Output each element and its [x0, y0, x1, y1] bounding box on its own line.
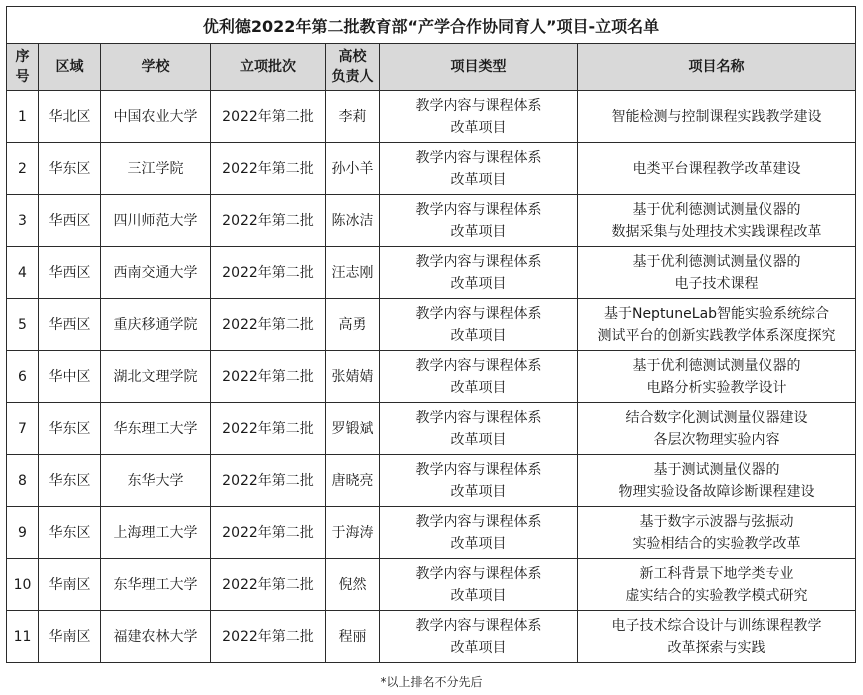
- cell-leader: 程丽: [326, 611, 380, 663]
- cell-leader: 张婧婧: [326, 351, 380, 403]
- cell-name-line: 数据采集与处理技术实践课程改革: [611, 223, 822, 240]
- cell-name: [578, 351, 856, 403]
- cell-type-line: 改革项目: [450, 223, 507, 240]
- cell-batch: 2022年第二批: [211, 299, 326, 351]
- cell-leader: 罗锻斌: [326, 403, 380, 455]
- cell-region: 华东区: [39, 455, 101, 507]
- cell-name-line: 虚实结合的实验教学模式研究: [625, 587, 808, 604]
- cell-region: 华西区: [39, 247, 101, 299]
- cell-type-line: 改革项目: [450, 379, 507, 396]
- cell-type-line: 改革项目: [450, 483, 507, 500]
- cell-region: 华西区: [39, 195, 101, 247]
- cell-name: [578, 195, 856, 247]
- cell-no: 10: [7, 559, 39, 611]
- cell-school: 中国农业大学: [101, 91, 211, 143]
- cell-no: 3: [7, 195, 39, 247]
- header-school: 学校: [101, 44, 211, 91]
- footnote: *以上排名不分先后: [380, 675, 483, 689]
- header-batch: 立项批次: [211, 44, 326, 91]
- cell-type-line: 教学内容与课程体系: [415, 461, 542, 478]
- cell-type: [380, 611, 578, 663]
- cell-school: 湖北文理学院: [101, 351, 211, 403]
- header-no: [7, 44, 39, 91]
- table-row: [7, 455, 856, 507]
- cell-no: 7: [7, 403, 39, 455]
- cell-name: [578, 611, 856, 663]
- cell-name: [578, 403, 856, 455]
- table-row: [7, 195, 856, 247]
- table-row: [7, 351, 856, 403]
- project-list-document: [6, 6, 855, 663]
- cell-batch: 2022年第二批: [211, 143, 326, 195]
- cell-type: [380, 247, 578, 299]
- cell-name-line: 基于数字示波器与弦振动: [639, 513, 794, 530]
- cell-leader: 唐晓亮: [326, 455, 380, 507]
- cell-leader: 于海涛: [326, 507, 380, 559]
- cell-type-line: 教学内容与课程体系: [415, 305, 542, 322]
- cell-school: 福建农林大学: [101, 611, 211, 663]
- cell-type-line: 教学内容与课程体系: [415, 409, 542, 426]
- cell-name-line: 基于优利德测试测量仪器的: [632, 253, 801, 270]
- cell-school: 西南交通大学: [101, 247, 211, 299]
- cell-name: [578, 559, 856, 611]
- header-no-line1: 序: [15, 49, 30, 65]
- cell-name-line: 各层次物理实验内容: [653, 431, 780, 448]
- cell-name-line: 电类平台课程教学改革建设: [632, 160, 801, 177]
- cell-no: 4: [7, 247, 39, 299]
- header-region: 区域: [39, 44, 101, 91]
- cell-batch: 2022年第二批: [211, 247, 326, 299]
- cell-batch: 2022年第二批: [211, 195, 326, 247]
- cell-type: [380, 455, 578, 507]
- table-row: [7, 91, 856, 143]
- cell-name-line: 实验相结合的实验教学改革: [632, 535, 801, 552]
- cell-no: 6: [7, 351, 39, 403]
- cell-batch: 2022年第二批: [211, 559, 326, 611]
- table-header-row: [7, 44, 856, 91]
- cell-batch: 2022年第二批: [211, 507, 326, 559]
- cell-name: [578, 299, 856, 351]
- cell-name-line: 电子技术课程: [674, 275, 759, 292]
- cell-type-line: 改革项目: [450, 587, 507, 604]
- cell-no: 8: [7, 455, 39, 507]
- cell-region: 华北区: [39, 91, 101, 143]
- cell-name-line: 智能检测与控制课程实践教学建设: [611, 108, 822, 125]
- cell-type: [380, 143, 578, 195]
- cell-school: 东华大学: [101, 455, 211, 507]
- cell-region: 华中区: [39, 351, 101, 403]
- cell-no: 5: [7, 299, 39, 351]
- cell-type-line: 改革项目: [450, 535, 507, 552]
- cell-region: 华东区: [39, 507, 101, 559]
- cell-school: 四川师范大学: [101, 195, 211, 247]
- cell-type: [380, 559, 578, 611]
- cell-school: 重庆移通学院: [101, 299, 211, 351]
- table-row: [7, 247, 856, 299]
- cell-leader: 李莉: [326, 91, 380, 143]
- project-table: [6, 6, 856, 663]
- cell-name: [578, 507, 856, 559]
- cell-batch: 2022年第二批: [211, 611, 326, 663]
- page-title: 优利德2022年第二批教育部“产学合作协同育人”项目-立项名单: [7, 7, 856, 44]
- cell-region: 华南区: [39, 559, 101, 611]
- cell-school: 华东理工大学: [101, 403, 211, 455]
- table-row: [7, 403, 856, 455]
- cell-leader: 孙小羊: [326, 143, 380, 195]
- cell-school: 三江学院: [101, 143, 211, 195]
- cell-school: 东华理工大学: [101, 559, 211, 611]
- cell-name-line: 结合数字化测试测量仪器建设: [625, 409, 808, 426]
- cell-type-line: 教学内容与课程体系: [415, 253, 542, 270]
- header-leader: [326, 44, 380, 91]
- cell-region: 华东区: [39, 143, 101, 195]
- cell-type-line: 教学内容与课程体系: [415, 149, 542, 166]
- cell-name-line: 基于优利德测试测量仪器的: [632, 201, 801, 218]
- cell-type-line: 教学内容与课程体系: [415, 565, 542, 582]
- cell-name-line: 测试平台的创新实践教学体系深度探究: [597, 327, 836, 344]
- cell-type: [380, 195, 578, 247]
- cell-name-line: 电子技术综合设计与训练课程教学: [611, 617, 822, 634]
- table-row: [7, 143, 856, 195]
- cell-batch: 2022年第二批: [211, 351, 326, 403]
- cell-name-line: 新工科背景下地学类专业: [639, 565, 794, 582]
- cell-type-line: 改革项目: [450, 639, 507, 656]
- table-row: [7, 611, 856, 663]
- cell-region: 华西区: [39, 299, 101, 351]
- cell-region: 华东区: [39, 403, 101, 455]
- cell-type-line: 改革项目: [450, 327, 507, 344]
- cell-type-line: 教学内容与课程体系: [415, 97, 542, 114]
- cell-type-line: 改革项目: [450, 431, 507, 448]
- header-type: 项目类型: [380, 44, 578, 91]
- header-name: 项目名称: [578, 44, 856, 91]
- cell-type: [380, 507, 578, 559]
- cell-no: 1: [7, 91, 39, 143]
- cell-type-line: 教学内容与课程体系: [415, 357, 542, 374]
- cell-type-line: 教学内容与课程体系: [415, 513, 542, 530]
- cell-type: [380, 403, 578, 455]
- table-row: [7, 507, 856, 559]
- cell-name-line: 电路分析实验教学设计: [646, 379, 787, 396]
- cell-name: [578, 91, 856, 143]
- cell-type: [380, 351, 578, 403]
- cell-no: 2: [7, 143, 39, 195]
- table-title-row: [7, 7, 856, 44]
- cell-name: [578, 143, 856, 195]
- cell-type: [380, 299, 578, 351]
- cell-school: 上海理工大学: [101, 507, 211, 559]
- cell-leader: 倪然: [326, 559, 380, 611]
- cell-leader: 汪志刚: [326, 247, 380, 299]
- cell-name-line: 改革探索与实践: [667, 639, 766, 656]
- cell-type-line: 改革项目: [450, 171, 507, 188]
- table-row: [7, 559, 856, 611]
- cell-batch: 2022年第二批: [211, 455, 326, 507]
- header-leader-line2: 负责人: [331, 69, 374, 85]
- cell-region: 华南区: [39, 611, 101, 663]
- cell-name: [578, 247, 856, 299]
- cell-leader: 高勇: [326, 299, 380, 351]
- cell-name-line: 基于测试测量仪器的: [653, 461, 780, 478]
- header-no-line2: 号: [15, 69, 30, 85]
- cell-name: [578, 455, 856, 507]
- cell-type: [380, 91, 578, 143]
- cell-type-line: 改革项目: [450, 275, 507, 292]
- cell-no: 9: [7, 507, 39, 559]
- cell-type-line: 教学内容与课程体系: [415, 201, 542, 218]
- cell-name-line: 基于NeptuneLab智能实验系统综合: [603, 305, 830, 322]
- cell-leader: 陈冰洁: [326, 195, 380, 247]
- cell-batch: 2022年第二批: [211, 91, 326, 143]
- table-row: [7, 299, 856, 351]
- cell-name-line: 基于优利德测试测量仪器的: [632, 357, 801, 374]
- header-leader-line1: 高校: [338, 49, 367, 65]
- cell-name-line: 物理实验设备故障诊断课程建设: [618, 483, 815, 500]
- cell-no: 11: [7, 611, 39, 663]
- cell-batch: 2022年第二批: [211, 403, 326, 455]
- cell-type-line: 教学内容与课程体系: [415, 617, 542, 634]
- cell-type-line: 改革项目: [450, 119, 507, 136]
